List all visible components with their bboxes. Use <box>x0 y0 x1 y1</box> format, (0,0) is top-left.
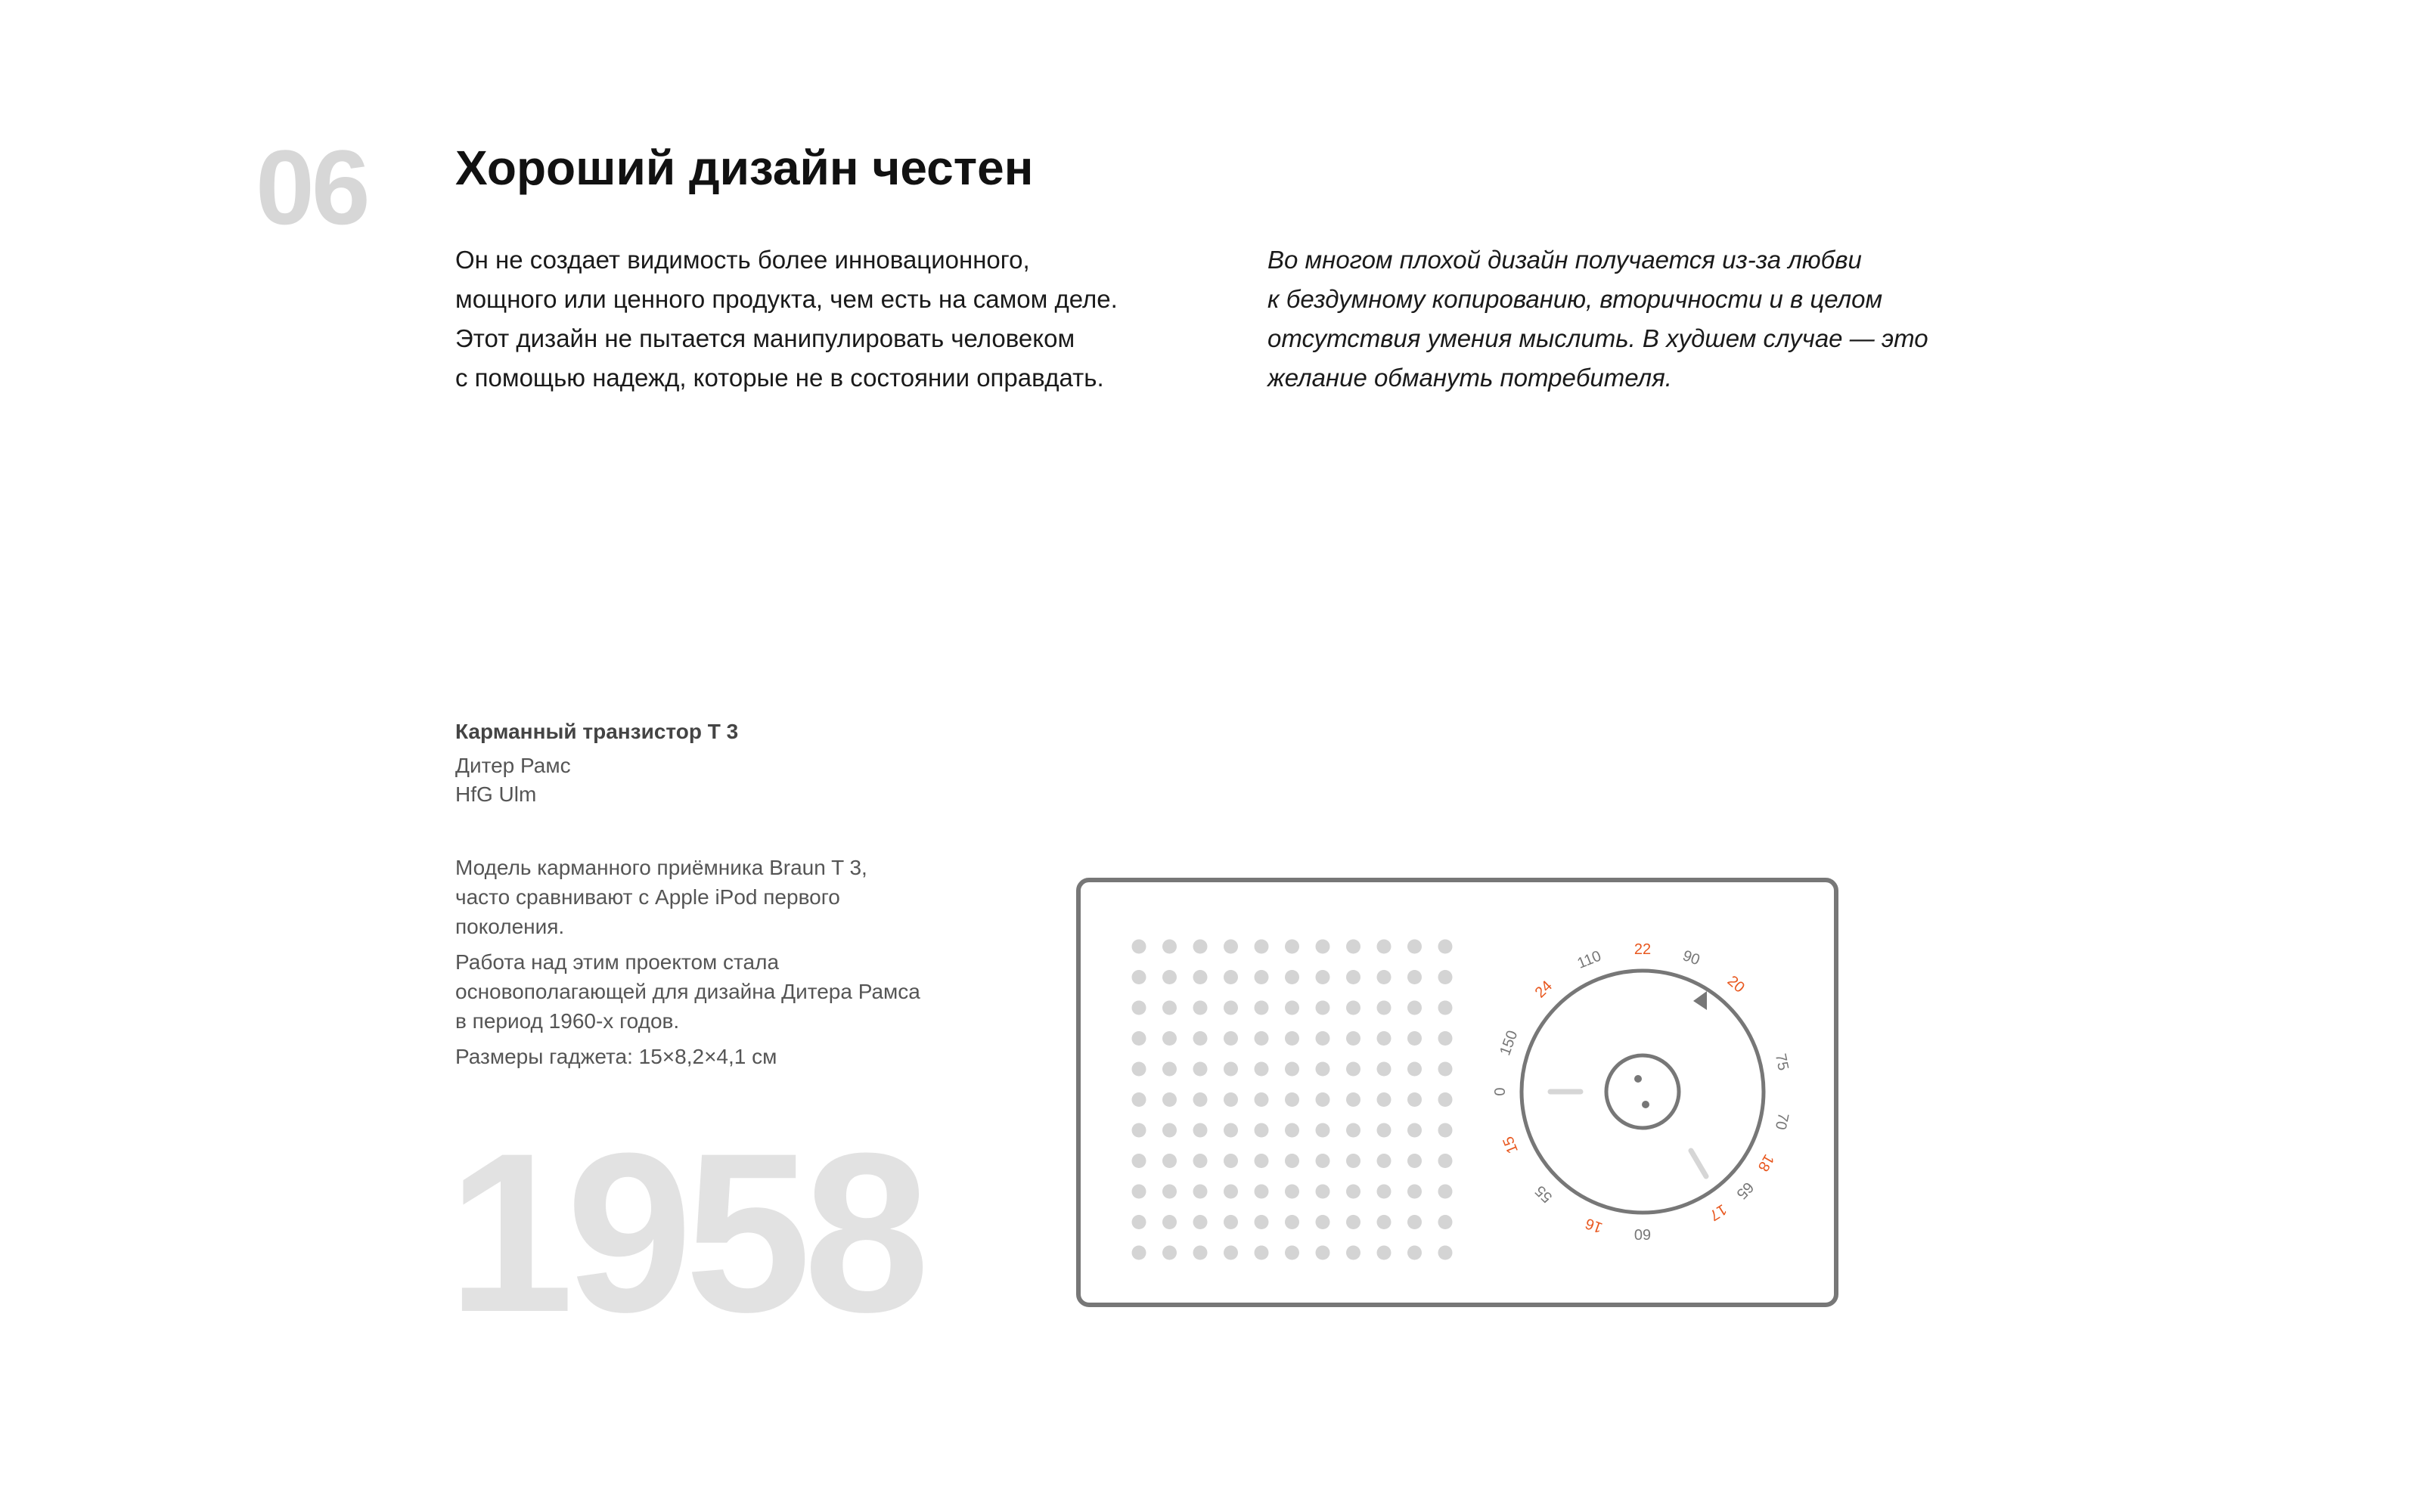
speaker-hole <box>1316 1215 1330 1229</box>
speaker-hole <box>1193 1031 1208 1046</box>
speaker-hole <box>1162 1154 1177 1168</box>
section-heading: Хороший дизайн честен <box>455 141 1034 195</box>
dial-label: 16 <box>1583 1214 1605 1236</box>
dial-label: 65 <box>1733 1178 1757 1203</box>
description-paragraph <box>455 947 1000 1036</box>
speaker-hole <box>1255 940 1269 954</box>
radio-illustration <box>1075 877 1839 1308</box>
speaker-hole <box>1438 1031 1453 1046</box>
speaker-hole <box>1346 1123 1360 1138</box>
speaker-hole <box>1438 940 1453 954</box>
speaker-hole <box>1255 1215 1269 1229</box>
speaker-hole <box>1224 1001 1238 1015</box>
speaker-hole <box>1193 970 1208 984</box>
description-paragraph <box>455 853 1000 941</box>
speaker-hole <box>1285 1154 1299 1168</box>
intro-left-paragraph <box>455 240 1212 398</box>
radio-svg <box>1075 877 1839 1308</box>
dial-label: 17 <box>1706 1201 1730 1224</box>
speaker-hole <box>1346 1062 1360 1077</box>
intro-right-line: Во многом плохой дизайн получается из-за любви <box>1267 246 1862 274</box>
speaker-hole <box>1407 940 1422 954</box>
speaker-hole <box>1285 1001 1299 1015</box>
speaker-hole <box>1407 1246 1422 1260</box>
speaker-hole <box>1224 1062 1238 1077</box>
speaker-hole <box>1162 1215 1177 1229</box>
intro-left-line: мощного или ценного продукта, чем есть на самом деле. <box>455 285 1118 313</box>
dial-label: 22 <box>1634 941 1652 958</box>
speaker-hole <box>1193 1092 1208 1107</box>
knob-dot <box>1642 1101 1649 1108</box>
radio-body <box>1078 880 1836 1305</box>
intro-right-quote <box>1267 240 2024 398</box>
speaker-hole <box>1438 1123 1453 1138</box>
speaker-hole <box>1285 1092 1299 1107</box>
speaker-hole <box>1132 970 1146 984</box>
speaker-hole <box>1316 1031 1330 1046</box>
speaker-hole <box>1224 1092 1238 1107</box>
speaker-hole <box>1438 970 1453 984</box>
dial-label: 70 <box>1771 1111 1792 1132</box>
product-school: HfG Ulm <box>455 782 537 806</box>
dial-label: 24 <box>1531 978 1556 1002</box>
speaker-hole <box>1377 1154 1392 1168</box>
product-name: Карманный транзистор Т 3 <box>455 720 739 743</box>
description-line: поколения. <box>455 915 565 938</box>
description-line: Работа над этим проектом стала <box>455 950 780 974</box>
speaker-hole <box>1162 1031 1177 1046</box>
speaker-hole <box>1132 1001 1146 1015</box>
speaker-hole <box>1285 940 1299 954</box>
speaker-hole <box>1162 1185 1177 1199</box>
speaker-hole <box>1316 1154 1330 1168</box>
speaker-hole <box>1285 1246 1299 1260</box>
speaker-hole <box>1285 1185 1299 1199</box>
dial-label: 15 <box>1500 1133 1522 1156</box>
dial-label: 60 <box>1634 1225 1652 1242</box>
description-line: основополагающей для дизайна Дитера Рамса <box>455 980 920 1003</box>
speaker-hole <box>1377 1001 1392 1015</box>
speaker-hole <box>1224 1123 1238 1138</box>
speaker-hole <box>1285 1062 1299 1077</box>
speaker-hole <box>1255 1123 1269 1138</box>
speaker-hole <box>1224 940 1238 954</box>
speaker-hole <box>1193 1001 1208 1015</box>
intro-left-line: Этот дизайн не пытается манипулировать человеком <box>455 324 1075 352</box>
speaker-hole <box>1255 1246 1269 1260</box>
speaker-hole <box>1346 1185 1360 1199</box>
speaker-hole <box>1377 1062 1392 1077</box>
speaker-hole <box>1162 970 1177 984</box>
speaker-hole <box>1255 1062 1269 1077</box>
speaker-hole <box>1224 1031 1238 1046</box>
speaker-hole <box>1377 1215 1392 1229</box>
speaker-hole <box>1407 1123 1422 1138</box>
product-designer: Дитер Рамс <box>455 754 571 777</box>
speaker-hole <box>1255 1092 1269 1107</box>
speaker-hole <box>1255 1001 1269 1015</box>
speaker-hole <box>1285 1123 1299 1138</box>
speaker-hole <box>1377 1031 1392 1046</box>
speaker-hole <box>1407 970 1422 984</box>
dial-label: 18 <box>1754 1151 1777 1175</box>
speaker-hole <box>1132 1246 1146 1260</box>
speaker-hole <box>1255 1185 1269 1199</box>
speaker-hole <box>1346 1246 1360 1260</box>
speaker-hole <box>1285 970 1299 984</box>
description-line: Размеры гаджета: 15×8,2×4,1 см <box>455 1045 777 1068</box>
speaker-hole <box>1438 1185 1453 1199</box>
intro-left-line: Он не создает видимость более инновационного, <box>455 246 1030 274</box>
dial-label: 75 <box>1771 1052 1792 1073</box>
speaker-hole <box>1407 1092 1422 1107</box>
speaker-hole <box>1377 940 1392 954</box>
dial-label: 150 <box>1497 1028 1522 1058</box>
speaker-hole <box>1407 1215 1422 1229</box>
speaker-hole <box>1346 1092 1360 1107</box>
speaker-hole <box>1224 1246 1238 1260</box>
dial-label: 20 <box>1723 972 1748 996</box>
speaker-hole <box>1224 1154 1238 1168</box>
description-line: Модель карманного приёмника Braun T 3, <box>455 856 867 879</box>
speaker-hole <box>1162 1246 1177 1260</box>
product-description <box>455 853 1000 1077</box>
speaker-hole <box>1255 1031 1269 1046</box>
description-paragraph <box>455 1042 1000 1071</box>
section-number: 06 <box>256 128 368 246</box>
speaker-hole <box>1132 1185 1146 1199</box>
dial-label: 110 <box>1575 947 1604 972</box>
speaker-hole <box>1377 1185 1392 1199</box>
speaker-hole <box>1316 1062 1330 1077</box>
speaker-hole <box>1132 1092 1146 1107</box>
speaker-hole <box>1377 1123 1392 1138</box>
speaker-hole <box>1162 1062 1177 1077</box>
speaker-hole <box>1407 1185 1422 1199</box>
speaker-hole <box>1377 1246 1392 1260</box>
product-year: 1958 <box>448 1105 923 1359</box>
intro-left-line: с помощью надежд, которые не в состоянии оправдать. <box>455 364 1104 392</box>
speaker-hole <box>1285 1031 1299 1046</box>
product-meta <box>455 751 571 809</box>
speaker-hole <box>1316 1123 1330 1138</box>
speaker-hole <box>1438 1062 1453 1077</box>
speaker-hole <box>1285 1215 1299 1229</box>
dial-label: 55 <box>1531 1182 1556 1206</box>
speaker-hole <box>1346 1001 1360 1015</box>
speaker-hole <box>1193 1246 1208 1260</box>
speaker-hole <box>1316 970 1330 984</box>
speaker-hole <box>1346 1154 1360 1168</box>
speaker-hole <box>1132 940 1146 954</box>
speaker-hole <box>1316 1092 1330 1107</box>
speaker-hole <box>1193 940 1208 954</box>
speaker-hole <box>1438 1001 1453 1015</box>
speaker-hole <box>1346 940 1360 954</box>
speaker-hole <box>1193 1154 1208 1168</box>
speaker-hole <box>1438 1215 1453 1229</box>
speaker-hole <box>1346 1031 1360 1046</box>
speaker-hole <box>1132 1031 1146 1046</box>
speaker-hole <box>1193 1123 1208 1138</box>
speaker-hole <box>1132 1154 1146 1168</box>
dial-label: 90 <box>1680 947 1702 969</box>
speaker-hole <box>1132 1215 1146 1229</box>
speaker-hole <box>1438 1092 1453 1107</box>
speaker-hole <box>1193 1185 1208 1199</box>
speaker-hole <box>1346 970 1360 984</box>
intro-right-line: желание обмануть потребителя. <box>1267 364 1672 392</box>
speaker-hole <box>1407 1001 1422 1015</box>
speaker-hole <box>1162 1123 1177 1138</box>
speaker-hole <box>1316 940 1330 954</box>
speaker-hole <box>1438 1154 1453 1168</box>
speaker-hole <box>1224 1185 1238 1199</box>
speaker-hole <box>1346 1215 1360 1229</box>
speaker-hole <box>1316 1185 1330 1199</box>
speaker-hole <box>1255 970 1269 984</box>
speaker-hole <box>1132 1062 1146 1077</box>
knob-dot <box>1634 1075 1642 1083</box>
speaker-hole <box>1255 1154 1269 1168</box>
speaker-hole <box>1193 1062 1208 1077</box>
speaker-hole <box>1407 1154 1422 1168</box>
speaker-hole <box>1407 1062 1422 1077</box>
speaker-hole <box>1316 1246 1330 1260</box>
dial-label: 0 <box>1492 1087 1509 1096</box>
speaker-hole <box>1316 1001 1330 1015</box>
intro-right-line: к бездумному копированию, вторичности и в целом <box>1267 285 1883 313</box>
speaker-hole <box>1132 1123 1146 1138</box>
intro-right-line: отсутствия умения мыслить. В худшем случае — это <box>1267 324 1928 352</box>
speaker-hole <box>1162 940 1177 954</box>
speaker-hole <box>1162 1092 1177 1107</box>
speaker-hole <box>1377 1092 1392 1107</box>
description-line: в период 1960-х годов. <box>455 1009 680 1033</box>
speaker-hole <box>1438 1246 1453 1260</box>
description-line: часто сравнивают с Apple iPod первого <box>455 885 840 909</box>
speaker-hole <box>1224 970 1238 984</box>
speaker-hole <box>1162 1001 1177 1015</box>
speaker-hole <box>1193 1215 1208 1229</box>
speaker-hole <box>1407 1031 1422 1046</box>
speaker-hole <box>1224 1215 1238 1229</box>
speaker-hole <box>1377 970 1392 984</box>
